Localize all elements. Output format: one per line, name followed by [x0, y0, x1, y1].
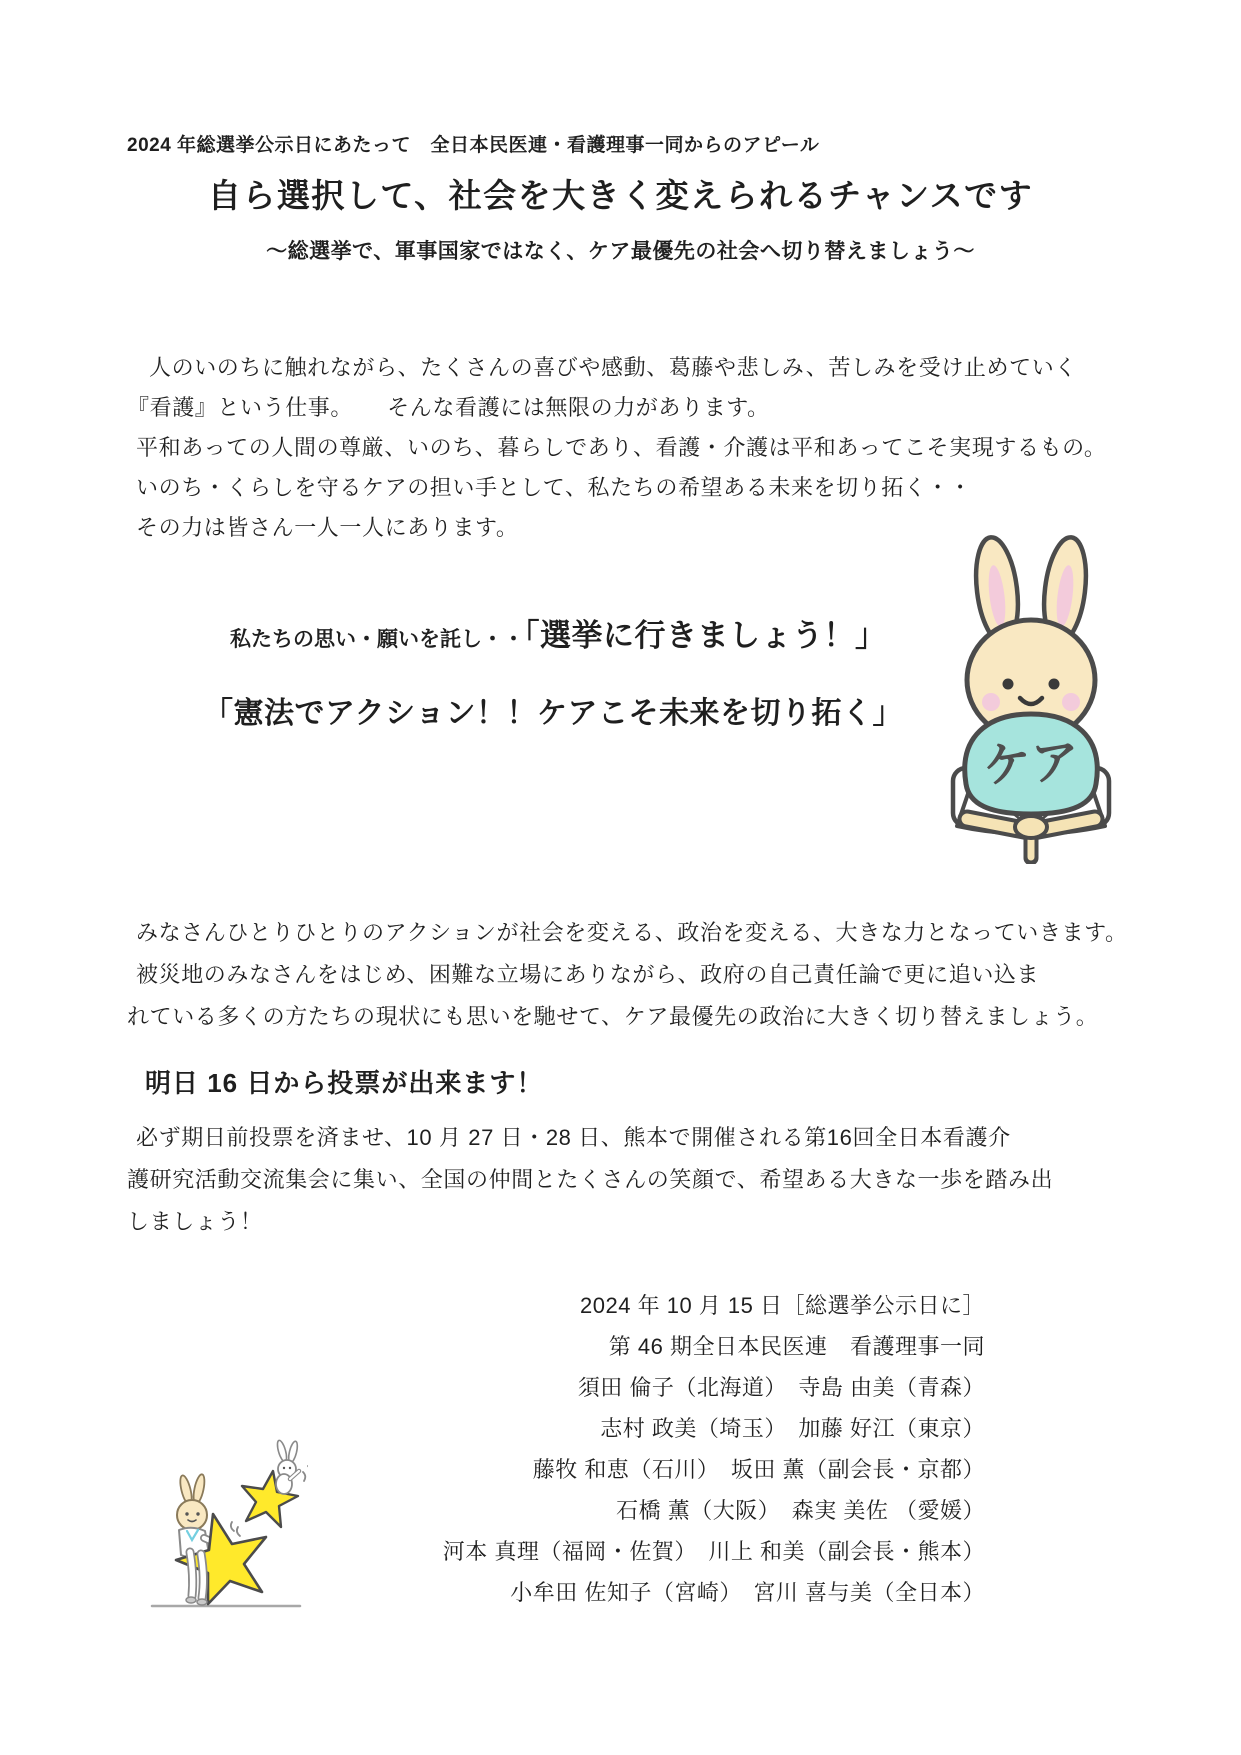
rabbits-stars-icon	[138, 1438, 308, 1618]
paragraph-line: 人のいのちに触れながら、たくさんの喜びや感動、葛藤や悲しみ、苦しみを受け止めていく	[149, 355, 1077, 380]
vote-heading: 明日 16 日から投票が出来ます！	[145, 1068, 544, 1098]
signature-name-row: 河本 真理（福岡・佐賀） 川上 和美（副会長・熊本）	[442, 1539, 985, 1564]
paragraph-line: 『看護』という仕事。 そんな看護には無限の力があります。	[127, 395, 770, 420]
small-rabbit	[276, 1439, 299, 1494]
slogan-line-2: 「憲法でアクション！！ケアこそ未来を切り拓く」	[203, 697, 903, 730]
paragraph-line: 護研究活動交流集会に集い、全国の仲間とたくさんの笑顔で、希望ある大きな一歩を踏み出	[127, 1167, 1054, 1192]
rabbit-cheek	[982, 693, 1000, 711]
paragraph-line: その力は皆さん一人一人にあります。	[136, 515, 519, 540]
rabbit-eye	[1003, 679, 1014, 690]
rabbit-eye	[1049, 679, 1060, 690]
signature-name-row: 石橋 薫（大阪） 森実 美佐 （愛媛）	[616, 1498, 985, 1523]
paragraph-line: 被災地のみなさんをはじめ、困難な立場にありながら、政府の自己責任論で更に追い込ま	[136, 962, 1040, 987]
signature-block	[400, 1285, 985, 1613]
fan-knob	[1015, 816, 1047, 838]
paragraph-line: いのち・くらしを守るケアの担い手として、私たちの希望ある未来を切り拓く・・	[136, 475, 972, 500]
page-title: 自ら選択して、社会を大きく変えられるチャンスです	[207, 177, 1034, 214]
rabbits-stars-illustration	[138, 1438, 308, 1618]
appeal-line: 2024 年総選挙公示日にあたって 全日本民医連・看護理事一同からのアピール	[127, 135, 820, 156]
signature-org: 第 46 期全日本民医連 看護理事一同	[608, 1334, 985, 1359]
signature-name-row: 藤牧 和恵（石川） 坂田 薫（副会長・京都）	[532, 1457, 985, 1482]
paragraph-line: れている多くの方たちの現状にも思いを馳せて、ケア最優先の政治に大きく切り替えましょう。	[127, 1004, 1099, 1029]
paragraph-line: 必ず期日前投票を済ませ、10 月 27 日・28 日、熊本で開催される第16回全日本看護介	[136, 1125, 1011, 1150]
rabbit-mascot-icon	[950, 530, 1112, 864]
signature-name-row: 小牟田 佐知子（宮崎） 宮川 喜与美（全日本）	[510, 1580, 985, 1605]
rabbit-cheek	[1062, 693, 1080, 711]
slogan-lead-in: 私たちの思い・願いを託し・・	[230, 628, 524, 651]
paragraph-early-voting	[127, 1117, 1053, 1243]
signature-date: 2024 年 10 月 15 日［総選挙公示日に］	[580, 1293, 985, 1318]
paragraph-line: みなさんひとりひとりのアクションが社会を変える、政治を変える、大きな力となっていきます。	[136, 920, 1128, 945]
paragraph-action	[127, 912, 1128, 1038]
slogan-go-vote: 「選挙に行きましょう！」	[524, 618, 887, 653]
signature-name-row: 志村 政美（埼玉） 加藤 好江（東京）	[600, 1416, 985, 1441]
signature-name-row: 須田 倫子（北海道） 寺島 由美（青森）	[577, 1375, 985, 1400]
paragraph-line: しましょう！	[127, 1209, 263, 1234]
subtitle: ～総選挙で、軍事国家ではなく、ケア最優先の社会へ切り替えましょう～	[266, 240, 975, 263]
fan-label: ケア	[981, 735, 1081, 794]
paragraph-line: 平和あっての人間の尊厳、いのち、暮らしであり、看護・介護は平和あってこそ実現するもの。	[136, 435, 1107, 460]
rabbit-care-fan-illustration	[950, 530, 1112, 864]
slogan-line-1	[230, 610, 887, 655]
paragraph-opening	[127, 348, 1106, 548]
